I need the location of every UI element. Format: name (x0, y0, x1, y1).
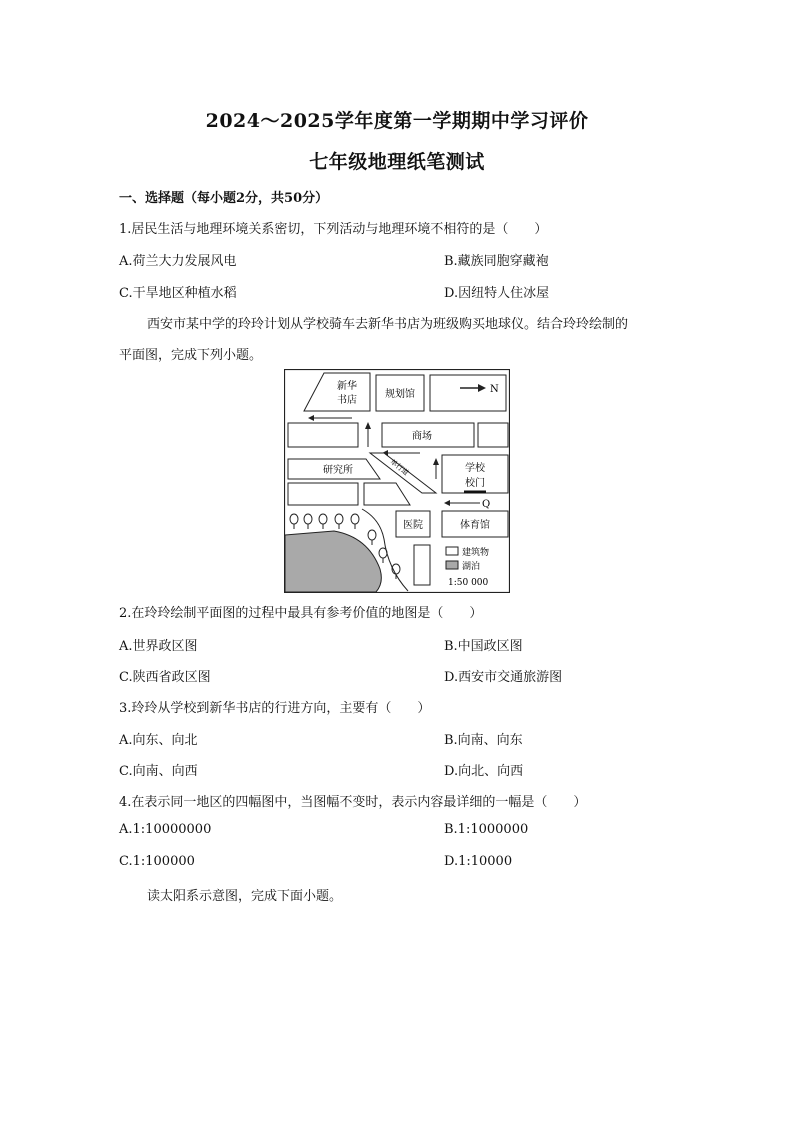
question-1-option-c: C.干旱地区种植水稻 (119, 286, 237, 301)
question-2-option-d: D.西安市交通旅游图 (444, 670, 563, 685)
left-building-row4 (288, 483, 358, 505)
question-3-option-c: C.向南、向西 (119, 764, 198, 779)
label-research-institute: 研究所 (323, 465, 353, 476)
question-3-option-a: A.向东、向北 (119, 733, 198, 748)
question-4-stem: 4.在表示同一地区的四幅图中，当图幅不变时，表示内容最详细的一幅是（ ） (119, 795, 587, 810)
label-mall: 商场 (412, 431, 432, 442)
question-4-option-c: C.1:100000 (119, 854, 195, 869)
question-3-option-d: D.向北、向西 (444, 764, 524, 779)
label-north: N (490, 384, 499, 395)
label-road: 单行道 (388, 457, 410, 478)
question-2-option-b: B.中国政区图 (444, 639, 523, 654)
exam-subtitle: 七年级地理纸笔测试 (309, 151, 485, 173)
question-4-option-a: A.1:10000000 (119, 822, 212, 837)
question-2-stem: 2.在玲玲绘制平面图的过程中最具有参考价值的地图是（ ） (119, 606, 483, 621)
label-school: 学校 (465, 463, 485, 474)
label-school-gate: 校门 (465, 478, 485, 489)
small-building-bottom (414, 545, 430, 585)
intro-paragraph-line-2: 平面图，完成下列小题。 (119, 348, 263, 363)
question-2-option-a: A.世界政区图 (119, 639, 198, 654)
campus-map (284, 369, 510, 593)
label-xinhua-2: 书店 (337, 395, 357, 406)
label-gym: 体育馆 (460, 520, 490, 531)
question-2-option-c: C.陕西省政区图 (119, 670, 211, 685)
question-1-stem: 1.居民生活与地理环境关系密切，下列活动与地理环境不相符的是（ ） (119, 222, 548, 237)
legend-lake-swatch (446, 561, 458, 569)
legend-building-label: 建筑物 (462, 548, 490, 558)
exam-title: 2024～2025学年度第一学期期中学习评价 (205, 110, 589, 132)
section-heading: 一、选择题（每小题2分，共50分） (119, 191, 329, 206)
label-hospital: 医院 (403, 520, 423, 531)
label-xinhua-1: 新华 (337, 381, 357, 392)
question-3-stem: 3.玲玲从学校到新华书店的行进方向，主要有（ ） (119, 701, 431, 716)
label-planning-hall: 规划馆 (385, 389, 415, 400)
intro-paragraph-line-1: 西安市某中学的玲玲计划从学校骑车去新华书店为班级购买地球仪。结合玲玲绘制的 (147, 317, 629, 332)
question-3-option-b: B.向南、向东 (444, 733, 523, 748)
question-1-option-d: D.因纽特人住冰屋 (444, 286, 550, 301)
left-building-row2 (288, 423, 358, 447)
question-4-option-d: D.1:10000 (444, 854, 513, 869)
right-building-row2 (478, 423, 508, 447)
question-1-option-a: A.荷兰大力发展风电 (119, 254, 237, 269)
map-scale: 1:50 000 (448, 578, 489, 588)
label-q-point: Q (482, 499, 491, 510)
question-1-option-b: B.藏族同胞穿藏袍 (444, 254, 549, 269)
question-4-option-b: B.1:1000000 (444, 822, 529, 837)
intro-paragraph-solar-system: 读太阳系示意图，完成下面小题。 (147, 889, 343, 904)
legend-building-swatch (446, 547, 458, 555)
legend-lake-label: 湖泊 (462, 562, 481, 572)
